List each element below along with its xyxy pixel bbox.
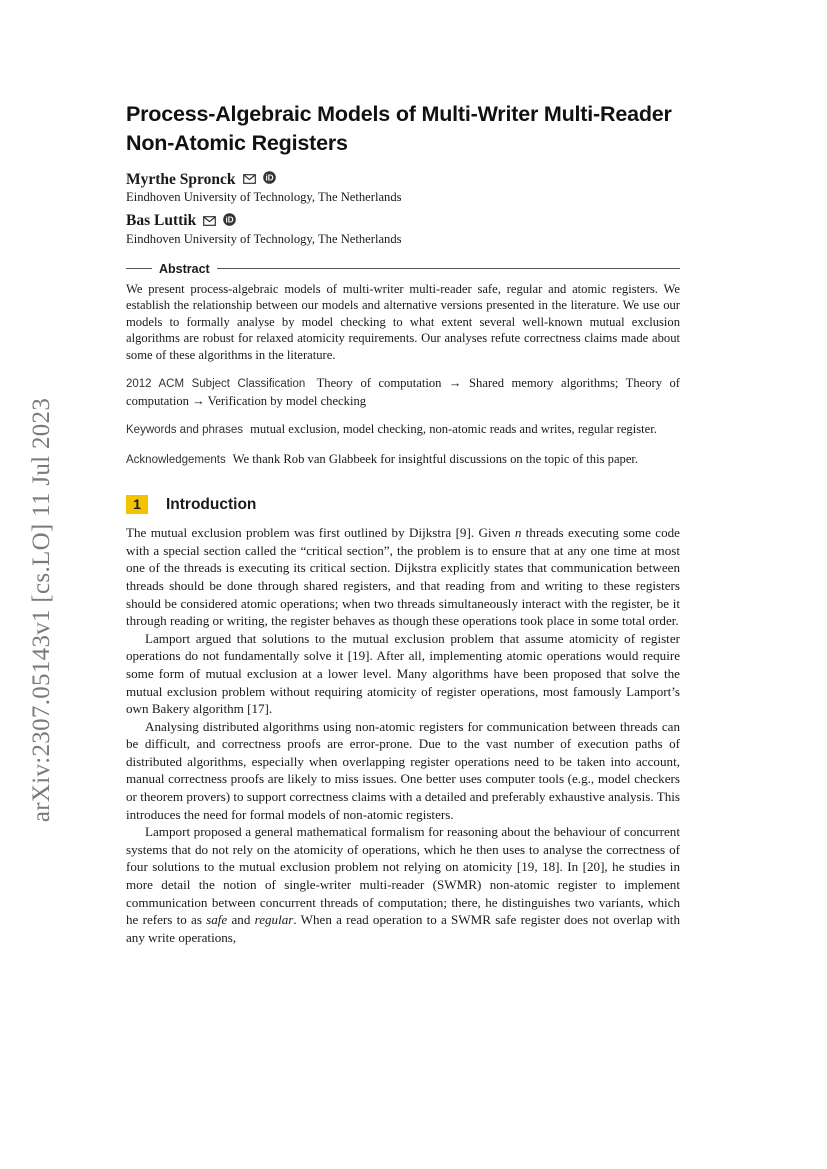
- abstract-rule-left: [126, 268, 152, 269]
- paragraph-text: threads executing some code with a special section called the “critical section”, the problem is to ensure that at any one time at most one of the threads is executing its critical section. Dijkstra explicitly states that communication between threads should be done through shared registers, and that reading from and writing to these registers should be considered atomic operations; when two threads simultaneously interact with the register, be it through reading or writing, the register behaves as though these operations took place in some total order.: [126, 525, 680, 629]
- abstract-header: [126, 261, 680, 277]
- orcid-icon[interactable]: [263, 171, 276, 189]
- keywords-text: mutual exclusion, model checking, non-atomic reads and writes, regular register.: [250, 422, 657, 437]
- author-affiliation: Eindhoven University of Technology, The Netherlands: [126, 190, 402, 205]
- author-block: [126, 211, 680, 246]
- svg-text:iD: iD: [225, 215, 234, 225]
- math-variable: n: [514, 525, 522, 541]
- section-body: [126, 524, 680, 946]
- paper-content: [126, 100, 680, 946]
- section-number-badge: 1: [126, 495, 148, 514]
- acm-text: Theory of computation → Shared memory algorithms; Theory of computation → Verification by model checking: [126, 376, 680, 408]
- arxiv-identifier: arXiv:2307.05143v1 [cs.LO] 11 Jul 2023: [28, 397, 55, 823]
- paragraph: Lamport argued that solutions to the mutual exclusion problem that assume atomicity of register operations do not fundamentally solve it [19]. After all, implementing atomic operations would require some form of mutual exclusion at a lower level. Many algorithms have been proposed that solve the mutual exclusion problem without requiring atomicity of register operations, most famously Lamport’s own Bakery algorithm [17].: [126, 630, 680, 717]
- svg-text:iD: iD: [265, 173, 274, 183]
- author-name: Myrthe Spronck: [126, 171, 236, 188]
- acknowledgements: [126, 451, 680, 469]
- mail-icon[interactable]: [243, 171, 256, 189]
- author-affiliation: Eindhoven University of Technology, The Netherlands: [126, 231, 402, 246]
- acm-label: 2012 ACM Subject Classification: [126, 378, 306, 391]
- section-title: Introduction: [166, 495, 257, 513]
- emphasis-term: regular: [254, 912, 294, 928]
- mail-icon[interactable]: [203, 213, 216, 231]
- keywords: [126, 421, 680, 439]
- acm-classification: [126, 375, 680, 409]
- ack-text: We thank Rob van Glabbeek for insightful discussions on the topic of this paper.: [232, 451, 639, 466]
- abstract-text: We present process-algebraic models of multi-writer multi-reader safe, regular and atomic registers. We establish the relationship between our models and alternative versions presented in the literature. We use our models to formally analyse by model checking to what extent several well-known mutual exclusion algorithms are robust for relaxed atomicity requirements. Our analyses refute correctness claims made about some of these algorithms in the literature.: [126, 281, 680, 362]
- emphasis-term: safe: [206, 912, 228, 928]
- ack-label: Acknowledgements: [126, 453, 226, 466]
- section-heading: [126, 495, 680, 514]
- abstract-rule-right: [217, 268, 680, 269]
- paragraph: [126, 823, 680, 946]
- author-block: [126, 170, 680, 205]
- author-list: [126, 170, 680, 247]
- paper-title: Process-Algebraic Models of Multi-Writer Multi-Reader Non-Atomic Registers: [126, 102, 672, 155]
- paragraph: [126, 524, 680, 630]
- paragraph-text: The mutual exclusion problem was first outlined by Dijkstra [9]. Given: [126, 525, 515, 541]
- author-name: Bas Luttik: [126, 212, 197, 230]
- paragraph-text: Lamport proposed a general mathematical formalism for reasoning about the behaviour of concurrent systems that do not rely on the atomicity of operations, which he then uses to analyse the correctness of four solutions to the mutual exclusion problem not relying on atomicity [19, 18]. In [20], he studies in more detail the notion of single-writer multi-reader (SWMR) non-atomic register to implement communication between concurrent threads of computation; there, he distinguishes two variants, which he refers to as: [126, 824, 680, 928]
- keywords-label: Keywords and phrases: [126, 424, 243, 437]
- paragraph: Analysing distributed algorithms using non-atomic registers for communication between threads can be difficult, and correctness proofs are error-prone. Due to the vast number of execution paths of distributed algorithms, especially when overlapping register operations need to be taken into account, manual correctness proofs are likely to miss issues. One better uses computer tools (e.g., model checkers or theorem provers) to support correctness claims with a detailed and preferably exhaustive analysis. This introduces the need for formal models of non-atomic registers.: [126, 718, 680, 822]
- orcid-icon[interactable]: [223, 213, 236, 231]
- abstract-label: Abstract: [159, 261, 210, 276]
- paragraph-text: and: [227, 912, 255, 928]
- paragraph-text: . When a read operation to a SWMR safe register does not overlap with any write operations,: [126, 912, 680, 945]
